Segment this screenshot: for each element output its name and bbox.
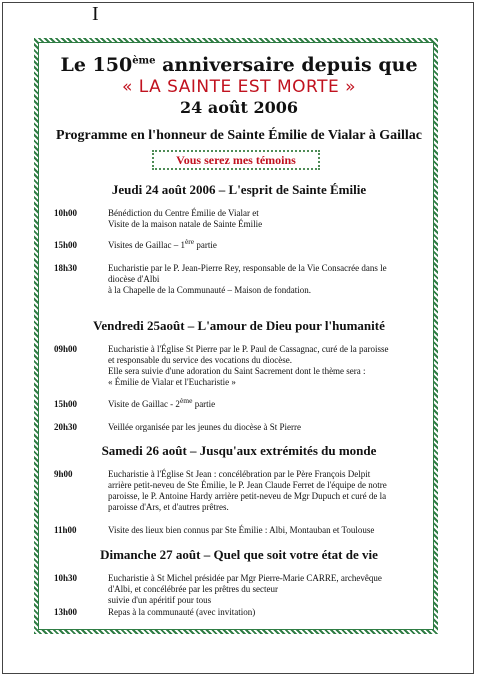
day-heading-vendredi: Vendredi 25août – L'amour de Dieu pour l'humanité	[93, 318, 385, 333]
entry-line: Repas à la communauté (avec invitation)	[108, 607, 256, 617]
entry-line: d'Albi, et concélébrée par les prêtres du secteur	[108, 584, 279, 594]
entry-line: à la Chapelle de la Communauté – Maison de fondation.	[108, 285, 311, 295]
entry-description	[108, 344, 426, 388]
entry-description	[108, 237, 426, 251]
title-superscript: ème	[132, 55, 156, 67]
entry-description	[108, 573, 426, 606]
entry-line: paroisse, le P. Antoine Hardy arrière petit-neveu de Mgr Dupuch et curé de la	[108, 491, 387, 501]
anniversary-date: 24 août 2006	[180, 98, 298, 117]
entry-line: Veillée organisée par les jeunes du diocèse à St Pierre	[108, 422, 302, 432]
day-heading-samedi: Samedi 26 août – Jusqu'aux extrémités du monde	[101, 443, 377, 458]
entry-line: Visite de la maison natale de Sainte Émilie	[108, 219, 263, 229]
entry-superscript: ème	[179, 396, 193, 405]
entry-description	[108, 422, 426, 433]
anniversary-title	[40, 54, 438, 76]
entry-description	[108, 607, 426, 618]
entry-line: paroisse d'Ars, et d'autres prêtres.	[108, 502, 229, 512]
entry-line: Eucharistie à l'Église St Jean : concélébration par le Père François Delpit	[108, 469, 371, 479]
entry-time: 9h00	[54, 469, 73, 479]
entry-line: « Émilie de Vialar et l'Eucharistie »	[108, 377, 236, 387]
entry-line: Eucharistie à l'Église St Pierre par le P. Paul de Cassagnac, curé de la paroisse	[108, 344, 389, 354]
entry-line: Visite de Gaillac - 2	[108, 399, 180, 409]
entry-superscript: ère	[184, 237, 195, 246]
entry-line: Elle sera suivie d'une adoration du Saint Sacrement dont le thème sera :	[108, 366, 366, 376]
entry-line: Eucharistie à St Michel présidée par Mgr Pierre-Marie CARRE, archevêque	[108, 573, 382, 583]
entry-description	[108, 208, 426, 230]
entry-time: 20h30	[54, 422, 78, 432]
entry-line: Eucharistie par le P. Jean-Pierre Rey, responsable de la Vie Consacrée dans le	[108, 263, 387, 273]
day-heading-jeudi: Jeudi 24 août 2006 – L'esprit de Sainte Émilie	[111, 182, 367, 197]
entry-time: 18h30	[54, 263, 78, 273]
title-text: Le 150	[60, 54, 133, 76]
entry-time: 10h00	[54, 208, 78, 218]
entry-time: 11h00	[54, 525, 77, 535]
entry-description	[108, 396, 426, 410]
entry-description	[108, 263, 426, 296]
day-heading-dimanche: Dimanche 27 août – Quel que soit votre état de vie	[100, 547, 378, 562]
entry-line: et responsable du service des vocations du diocèse.	[108, 355, 292, 365]
temoins-box: Vous serez mes témoins	[152, 150, 320, 170]
entry-line: Visites de Gaillac – 1	[108, 240, 185, 250]
title-text-rest: anniversaire depuis que	[155, 54, 418, 76]
programme-heading: Programme en l'honneur de Sainte Émilie de Vialar à Gaillac	[56, 128, 422, 143]
entry-time: 15h00	[54, 240, 78, 250]
entry-time: 15h00	[54, 399, 78, 409]
entry-line: suivie d'un apéritif pour tous	[108, 595, 212, 605]
entry-line: Visite des lieux bien connus par Ste Émilie : Albi, Montauban et Toulouse	[108, 525, 375, 535]
entry-line-rest: partie	[194, 240, 217, 250]
entry-line: Bénédiction du Centre Émilie de Vialar et	[108, 208, 259, 218]
entry-time: 13h00	[54, 607, 78, 617]
entry-description	[108, 469, 426, 513]
entry-line-rest: partie	[192, 399, 216, 409]
corner-mark: I	[92, 3, 99, 25]
entry-line: diocèse d'Albi	[108, 274, 160, 284]
entry-description	[108, 525, 426, 536]
anniversary-subtitle: « LA SAINTE EST MORTE »	[121, 77, 357, 97]
entry-time: 09h00	[54, 344, 78, 354]
entry-line: arrière petit-neveu de Ste Émilie, le P. Jean Claude Ferret de l'équipe de notre	[108, 480, 387, 490]
entry-time: 10h30	[54, 573, 78, 583]
